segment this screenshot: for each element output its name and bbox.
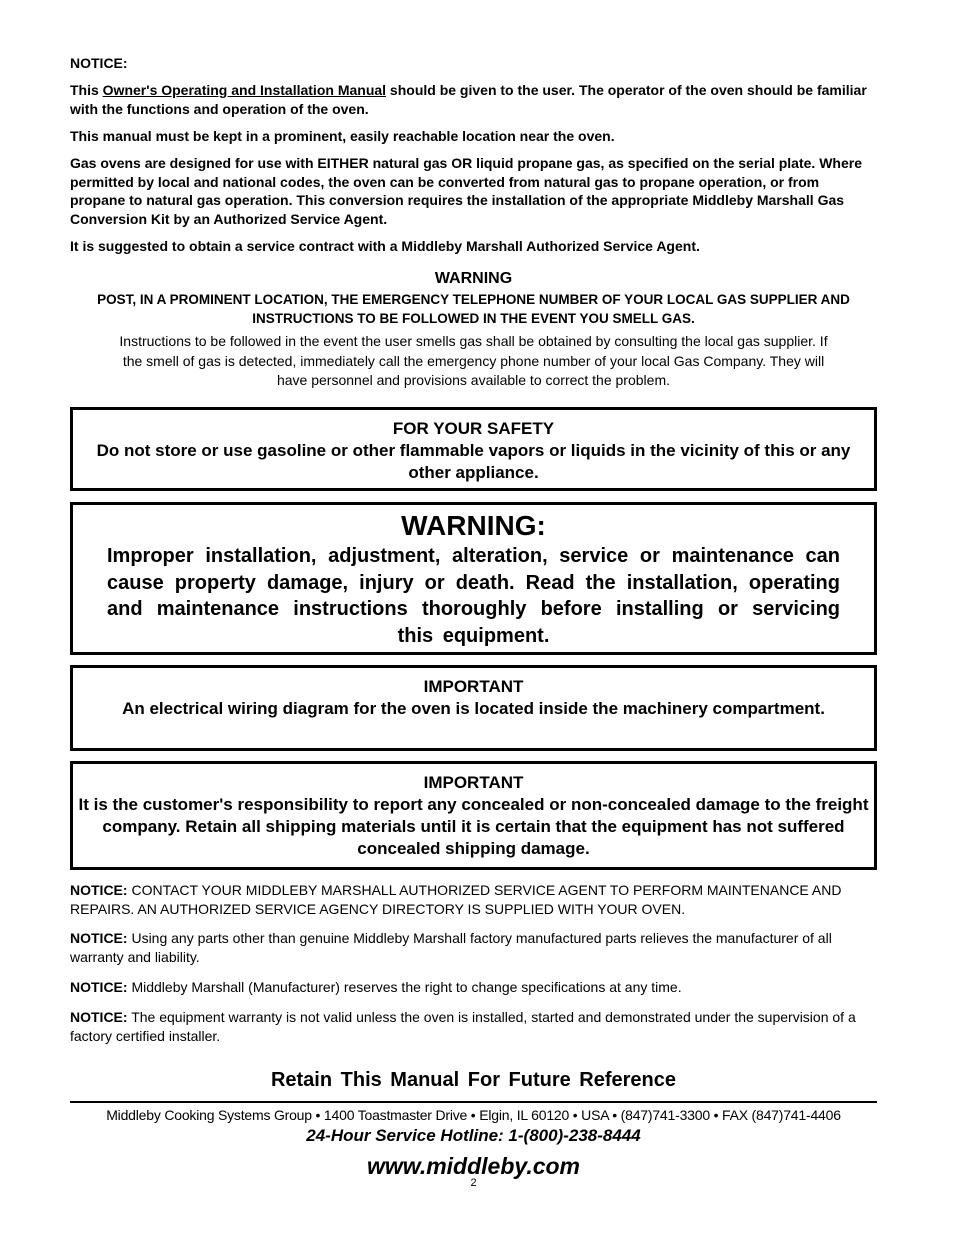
gas-warning-title: WARNING bbox=[434, 270, 513, 287]
notice-text: The equipment warranty is not valid unless the oven is installed, started and demonstrated under the supervision of a factory certified installer. bbox=[70, 1009, 856, 1044]
manual-title-underlined: Owner's Operating and Installation Manual bbox=[102, 82, 387, 98]
gas-warning-section bbox=[70, 269, 877, 391]
website-link[interactable]: www.middleby.com bbox=[367, 1153, 580, 1179]
notice-genuine-parts bbox=[70, 929, 877, 967]
notice-heading: NOTICE: bbox=[70, 55, 128, 71]
page-number: 2 bbox=[470, 1177, 477, 1189]
company-address: Middleby Cooking Systems Group • 1400 Toastmaster Drive • Elgin, IL 60120 • USA • (847)741-3300 • FAX (847)741-4406 bbox=[106, 1107, 841, 1123]
intro-text-after: should be given to the user. The operator of the oven should be familiar with the functions and operation of the oven. bbox=[70, 82, 867, 117]
notice-warranty bbox=[70, 1008, 877, 1046]
notice-specifications bbox=[70, 978, 877, 997]
electrical-box-text: An electrical wiring diagram for the oven is located inside the machinery compartment. bbox=[122, 699, 825, 718]
intro-text-before: This bbox=[70, 82, 103, 98]
shipping-box-text: It is the customer's responsibility to report any concealed or non-concealed damage to the freight company. Retain all shipping materials until it is certain that the equipment has not suffered concealed shipping damage. bbox=[78, 795, 869, 858]
gas-warning-caps-text: POST, IN A PROMINENT LOCATION, THE EMERGENCY TELEPHONE NUMBER OF YOUR LOCAL GAS SUPPLIER AND INSTRUCTIONS TO BE FOLLOWED IN THE EVENT YOU SMELL GAS. bbox=[97, 292, 850, 326]
notice-label: NOTICE: bbox=[70, 1009, 128, 1025]
notice-label: NOTICE: bbox=[70, 979, 128, 995]
notice-text: Using any parts other than genuine Middleby Marshall factory manufactured parts relieves the manufacturer of all warranty and liability. bbox=[70, 930, 832, 965]
notice-maintenance bbox=[70, 881, 877, 919]
intro-paragraph-owner-manual bbox=[70, 81, 877, 118]
notice-text: CONTACT YOUR MIDDLEBY MARSHALL AUTHORIZED SERVICE AGENT TO PERFORM MAINTENANCE AND REPAIRS. AN AUTHORIZED SERVICE AGENCY DIRECTORY IS SUPPLIED WITH YOUR OVEN. bbox=[70, 882, 842, 917]
electrical-box-title: IMPORTANT bbox=[423, 677, 524, 696]
intro-paragraph-service-contract: It is suggested to obtain a service contract with a Middleby Marshall Authorized Service Agent. bbox=[70, 238, 700, 254]
retain-manual-heading: Retain This Manual For Future Reference bbox=[270, 1069, 677, 1091]
notice-text: Middleby Marshall (Manufacturer) reserves the right to change specifications at any time. bbox=[127, 979, 682, 995]
intro-paragraph-location: This manual must be kept in a prominent, easily reachable location near the oven. bbox=[70, 128, 615, 144]
safety-box-title: FOR YOUR SAFETY bbox=[392, 419, 555, 438]
warning-box-text: Improper installation, adjustment, alteration, service or maintenance can cause property damage, injury or death. Read the installation, operating and maintenance instructions thoroughly before installing or servicing this equipment. bbox=[107, 545, 840, 647]
service-hotline: 24-Hour Service Hotline: 1-(800)-238-8444 bbox=[306, 1126, 641, 1145]
electrical-important-box bbox=[70, 665, 877, 751]
warning-box bbox=[70, 502, 877, 655]
notice-label: NOTICE: bbox=[70, 930, 128, 946]
intro-paragraph-gas-conversion: Gas ovens are designed for use with EITHER natural gas OR liquid propane gas, as specified on the serial plate. Where permitted by local and national codes, the oven can be converted from natural gas to propane operation, or from propane to natural gas operation. This conversion requires the installation of the appropriate Middleby Marshall Gas Conversion Kit by an Authorized Service Agent. bbox=[70, 155, 862, 227]
shipping-important-box bbox=[70, 761, 877, 870]
shipping-box-title: IMPORTANT bbox=[423, 773, 524, 792]
notice-label: NOTICE: bbox=[70, 882, 128, 898]
footer-divider bbox=[70, 1101, 877, 1103]
safety-box bbox=[70, 407, 877, 491]
gas-warning-instructions: Instructions to be followed in the event the user smells gas shall be obtained by consulting the local gas supplier. If the smell of gas is detected, immediately call the emergency phone number of your local Gas Company. They will have personnel and provisions available to correct the problem. bbox=[119, 333, 828, 388]
safety-box-text: Do not store or use gasoline or other flammable vapors or liquids in the vicinity of this or any other appliance. bbox=[96, 441, 851, 482]
warning-box-title: WARNING: bbox=[401, 510, 546, 541]
